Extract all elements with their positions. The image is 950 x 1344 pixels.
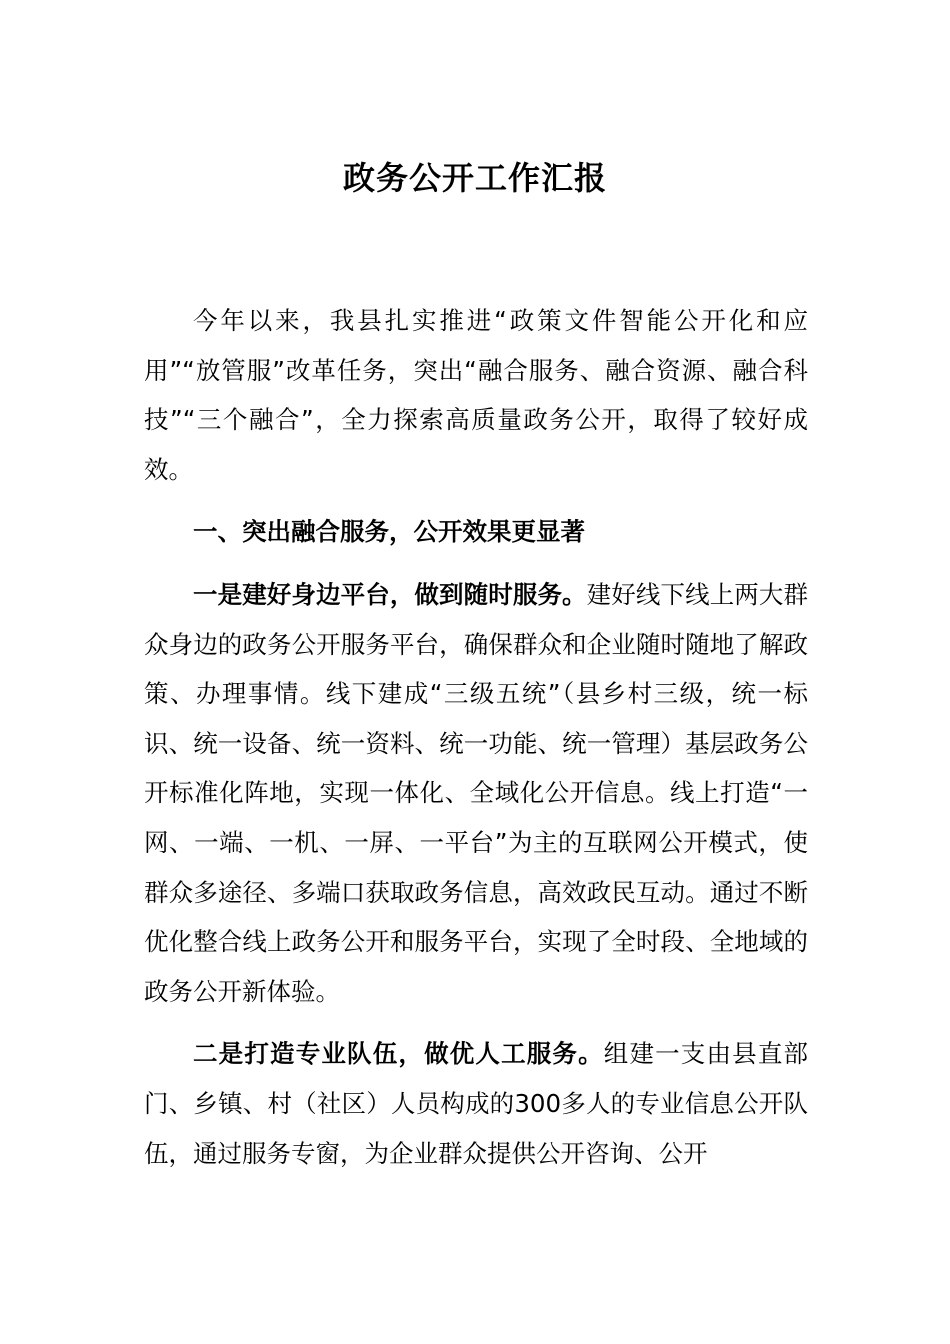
item-text-2: 组建一支由县直部门、乡镇、村（社区）人员构成的300多人的专业信息公开队伍，通过服务专窗，为企业群众提供公开咨询、公开 [144, 1039, 808, 1168]
document-title: 政务公开工作汇报 [342, 159, 607, 197]
item-paragraph-1 [144, 570, 808, 1016]
document-body [144, 296, 808, 1178]
intro-paragraph: 今年以来，我县扎实推进“政策文件智能公开化和应用”“放管服”改革任务，突出“融合服务、融合资源、融合科技”“三个融合”，全力探索高质量政务公开，取得了较好成效。 [144, 306, 808, 484]
item-lead-2: 二是打造专业队伍，做优人工服务。 [193, 1039, 604, 1069]
section-heading: 一、突出融合服务，公开效果更显著 [193, 517, 585, 547]
item-lead-1: 一是建好身边平台，做到随时服务。 [193, 579, 587, 609]
item-paragraph-2 [144, 1029, 808, 1178]
item-text-1: 建好线下线上两大群众身边的政务公开服务平台，确保群众和企业随时随地了解政策、办理事情。线下建成“三级五统”（县乡村三级，统一标识、统一设备、统一资料、统一功能、统一管理）基层政务公开标准化阵地，实现一体化、全域化公开信息。线上打造“一网、一端、一机、一屏、一平台”为主的互联网公开模式，使群众多途径、多端口获取政务信息，高效政民互动。通过不断优化整合线上政务公开和服务平台，实现了全时段、全地域的政务公开新体验。 [144, 579, 809, 1006]
